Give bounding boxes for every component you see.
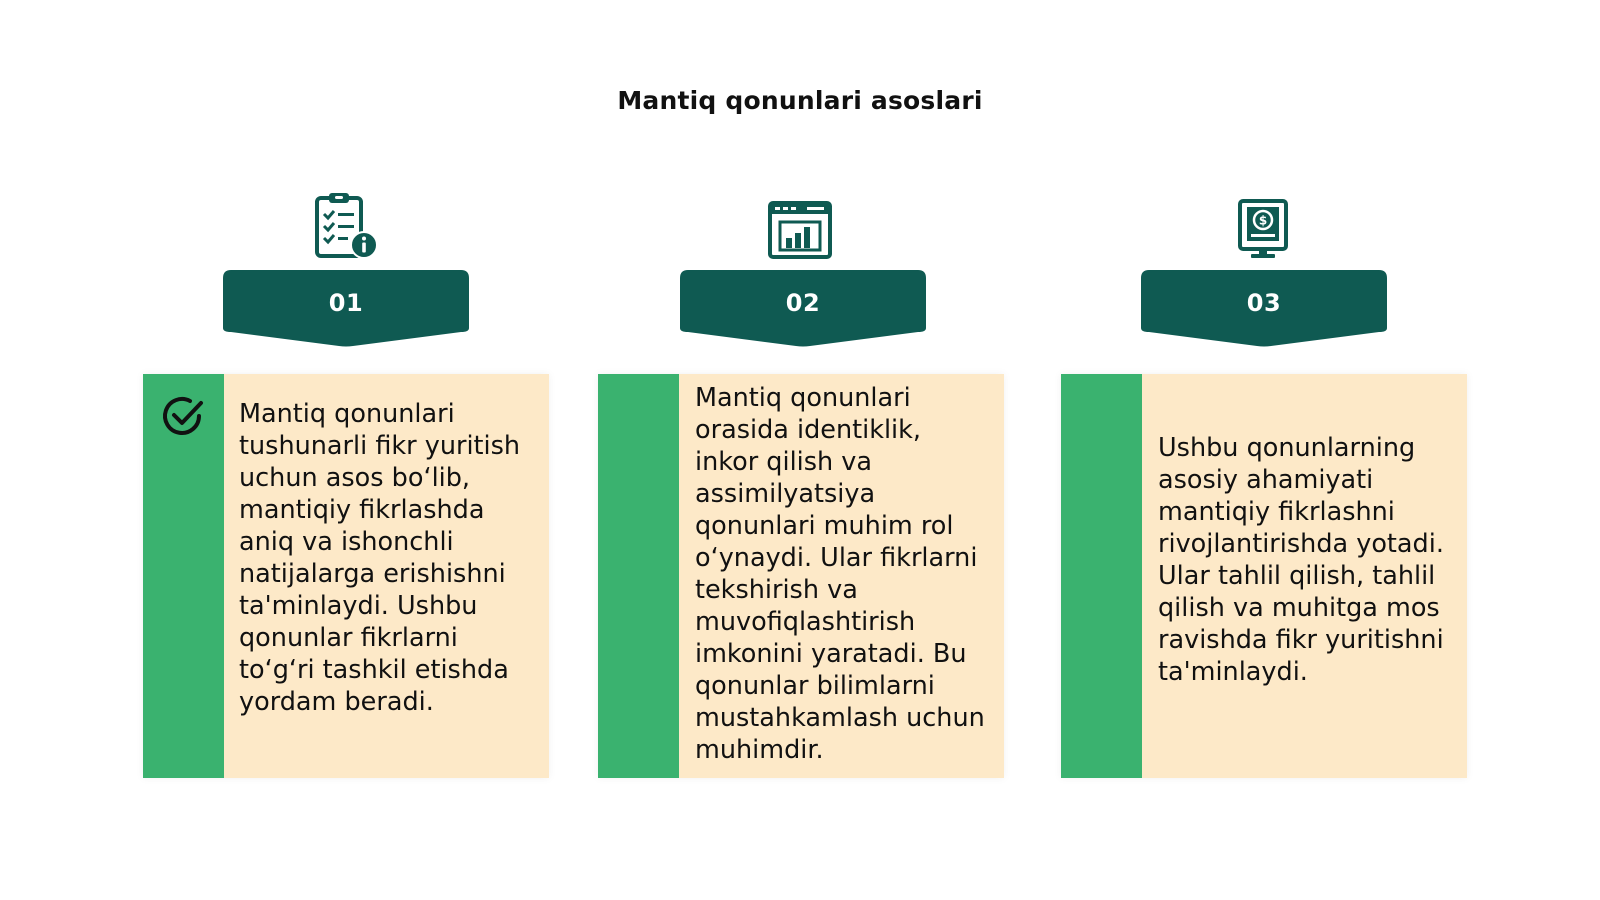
step-description: Ushbu qonunlarning asosiy ahamiyati mantiqiy fikrlashni rivojlantirishda yotadi. Ular tahlil qilish, tahlil qilish va muhitga mos ravishda fikr yuritishni ta'minlaydi. [1158,433,1444,687]
step-number: 03 [1246,289,1282,317]
step-column-3 [1061,0,1481,900]
step-description: Mantiq qonunlari orasida identiklik, inkor qilish va assimilyatsiya qonunlari muhim rol o‘ynaydi. Ular fikrlarni tekshirish va muvofiqlashtirish imkonini yaratadi. Bu qonunlar bilimlarni mustahkamlash uchun muhimdir. [695,383,985,765]
step-badge-2 [680,270,926,350]
analytics-dashboard-icon [760,188,840,260]
step-number: 01 [328,289,364,317]
step-column-1 [143,0,563,900]
svg-text:$: $ [1258,213,1268,228]
step-badge-1 [223,270,469,350]
step-number: 02 [785,289,821,317]
step-column-2 [598,0,1018,900]
step-card-1 [143,374,549,778]
card-accent-bar [598,374,679,778]
step-badge-3 [1141,270,1387,350]
card-accent-bar [143,374,224,778]
check-circle-icon [159,392,207,440]
clipboard-checklist-info-icon [305,188,385,260]
step-card-3 [1061,374,1467,778]
page-title: Mantiq qonunlari asoslari [617,86,983,115]
card-accent-bar [1061,374,1142,778]
money-device-icon [1223,188,1303,260]
step-description: Mantiq qonunlari tushunarli fikr yuritish uchun asos bo‘lib, mantiqiy fikrlashda aniq va ishonchli natijalarga erishishni ta'minlaydi. Ushbu qonunlar fikrlarni to‘g‘ri tashkil etishda yordam beradi. [239,399,521,717]
step-card-2 [598,374,1004,778]
